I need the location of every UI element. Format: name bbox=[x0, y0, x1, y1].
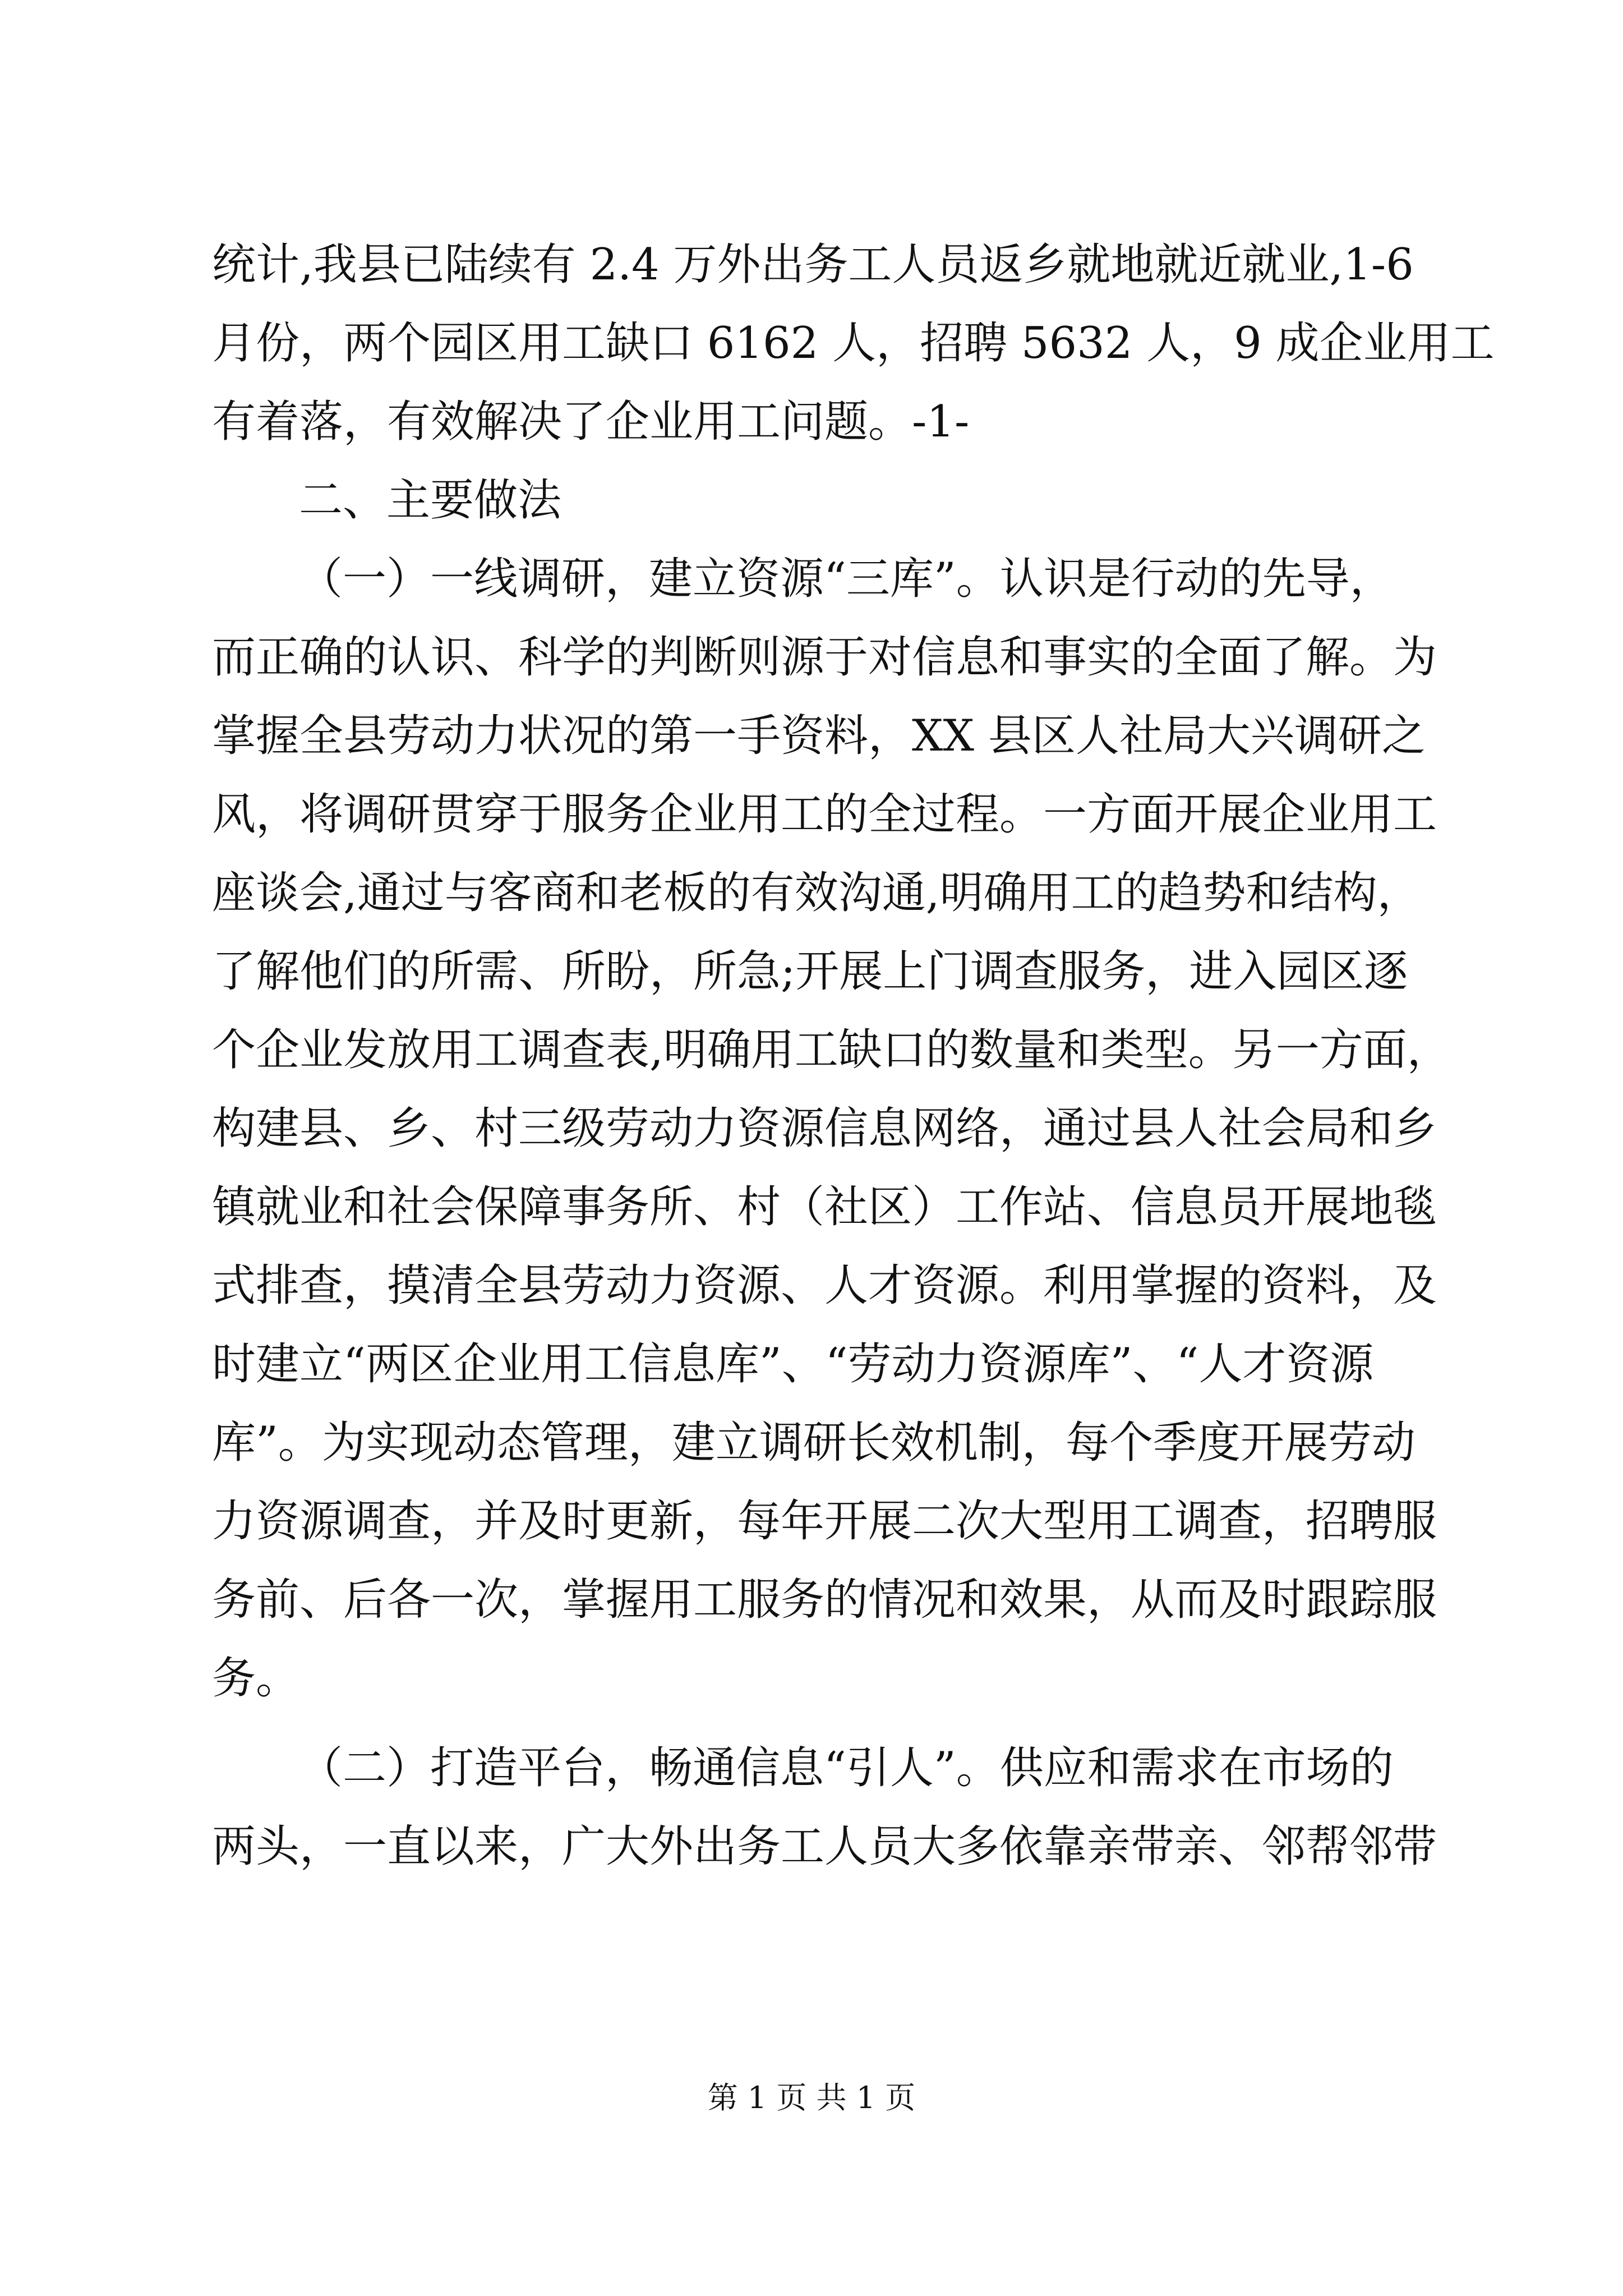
body-line: 月份，两个园区用工缺口 6162 人，招聘 5632 人，9 成企业用工 bbox=[212, 318, 1495, 369]
paragraph-start-line: （一）一线调研，建立资源“三库”。认识是行动的先导， bbox=[299, 554, 1394, 604]
body-line: 个企业发放用工调查表,明确用工缺口的数量和类型。另一方面， bbox=[212, 1025, 1451, 1075]
body-line: 力资源调查，并及时更新，每年开展二次大型用工调查，招聘服 bbox=[212, 1496, 1437, 1547]
body-line: 构建县、乡、村三级劳动力资源信息网络，通过县人社会局和乡 bbox=[212, 1103, 1437, 1154]
body-line: 务。 bbox=[212, 1653, 300, 1704]
body-line: 了解他们的所需、所盼，所急;开展上门调查服务，进入园区逐 bbox=[212, 946, 1408, 997]
body-line: 时建立“两区企业用工信息库”、“劳动力资源库”、“人才资源 bbox=[212, 1339, 1374, 1389]
body-line: 掌握全县劳动力状况的第一手资料，XX 县区人社局大兴调研之 bbox=[212, 711, 1426, 761]
body-line: 统计,我县已陆续有 2.4 万外出务工人员返乡就地就近就业,1-6 bbox=[212, 240, 1414, 290]
section-heading: 二、主要做法 bbox=[299, 475, 562, 526]
body-line: 库”。为实现动态管理，建立调研长效机制，每个季度开展劳动 bbox=[212, 1418, 1415, 1468]
body-line: 务前、后各一次，掌握用工服务的情况和效果，从而及时跟踪服 bbox=[212, 1575, 1437, 1625]
body-line: 镇就业和社会保障事务所、村（社区）工作站、信息员开展地毯 bbox=[212, 1182, 1437, 1232]
body-line: 两头，一直以来，广大外出务工人员大多依靠亲带亲、邻帮邻带 bbox=[212, 1821, 1437, 1872]
body-line: 有着落，有效解决了企业用工问题。-1- bbox=[212, 397, 970, 447]
body-line: 座谈会,通过与客商和老板的有效沟通,明确用工的趋势和结构， bbox=[212, 868, 1421, 918]
paragraph-start-line: （二）打造平台，畅通信息“引人”。供应和需求在市场的 bbox=[299, 1743, 1394, 1793]
body-line: 式排查，摸清全县劳动力资源、人才资源。利用掌握的资料，及 bbox=[212, 1260, 1437, 1311]
body-line: 风，将调研贯穿于服务企业用工的全过程。一方面开展企业用工 bbox=[212, 789, 1437, 840]
page-footer: 第 1 页 共 1 页 bbox=[707, 2080, 916, 2115]
body-line: 而正确的认识、科学的判断则源于对信息和事实的全面了解。为 bbox=[212, 632, 1437, 683]
